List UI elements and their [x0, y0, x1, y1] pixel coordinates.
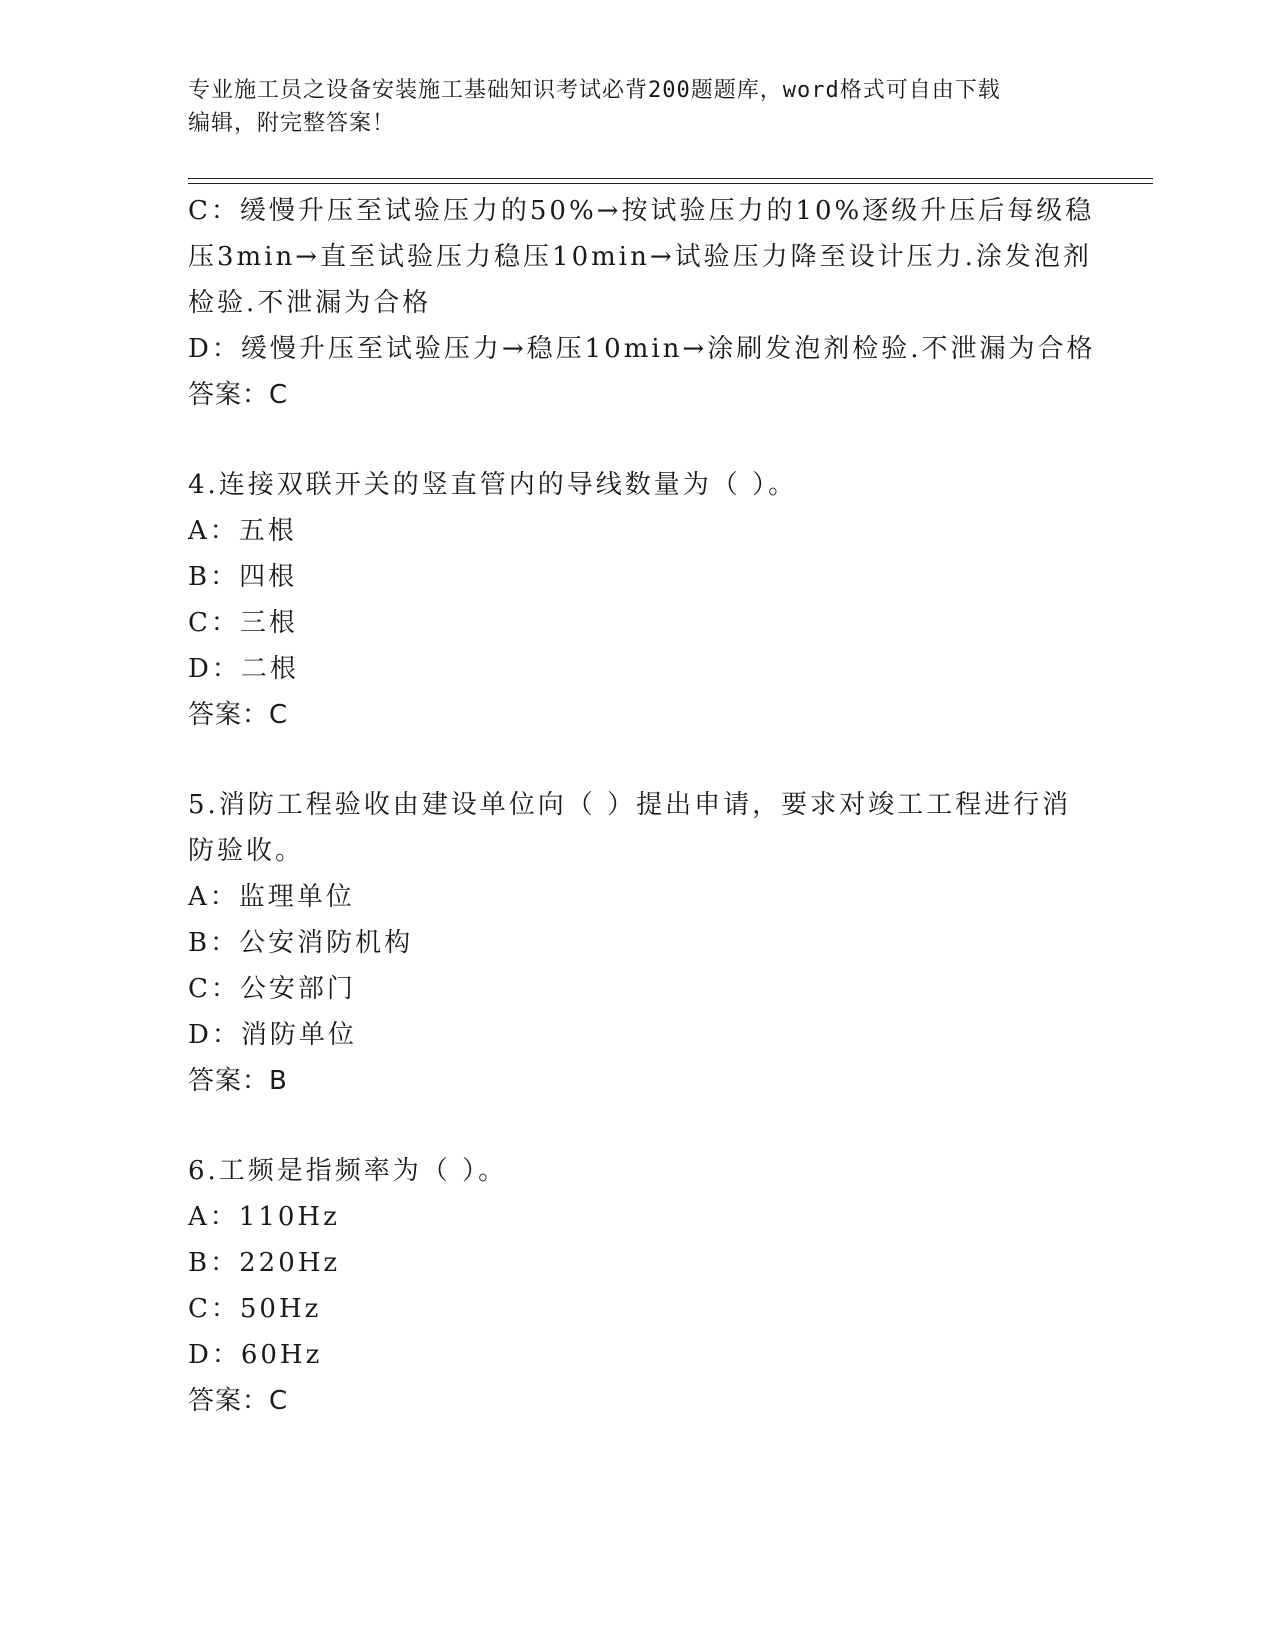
header-divider-top [188, 178, 1153, 179]
question-stem: 6.工频是指频率为（ ）。 [188, 1156, 508, 1186]
option-a: A：监理单位 [188, 882, 355, 912]
fragment-line: 压3min→直至试验压力稳压10min→试验压力降至设计压力.涂发泡剂 [188, 242, 1092, 272]
spacer [188, 738, 1088, 782]
option-a: A：110Hz [188, 1202, 340, 1232]
option-b: B：公安消防机构 [188, 928, 414, 958]
option-d: D：二根 [188, 654, 299, 684]
option-d: D：消防单位 [188, 1020, 357, 1050]
header-line-2: 编辑，附完整答案！ [188, 111, 396, 136]
header-line-1: 专业施工员之设备安装施工基础知识考试必背200题题库，word格式可自由下载 [188, 78, 1001, 103]
spacer [188, 418, 1088, 462]
question-content [188, 188, 1096, 1424]
question-6 [188, 1148, 1088, 1424]
option-a: A：五根 [188, 516, 297, 546]
answer-line: 答案：C [188, 700, 289, 730]
question-stem-continued: 防验收。 [188, 836, 305, 866]
spacer [188, 1104, 1088, 1148]
question-stem: 5.消防工程验收由建设单位向（ ）提出申请，要求对竣工工程进行消 [188, 790, 1072, 820]
answer-line: 答案：B [188, 1066, 288, 1096]
document-header [188, 74, 1068, 140]
answer-line: 答案：C [188, 380, 289, 410]
option-d: D：60Hz [188, 1340, 323, 1370]
fragment-line: D：缓慢升压至试验压力→稳压10min→涂刷发泡剂检验.不泄漏为合格 [188, 334, 1096, 364]
fragment-line: 检验.不泄漏为合格 [188, 288, 432, 318]
header-divider-bottom [188, 183, 1153, 184]
answer-line: 答案：C [188, 1386, 289, 1416]
fragment-line: C：缓慢升压至试验压力的50%→按试验压力的10%逐级升压后每级稳 [188, 196, 1095, 226]
question-stem: 4.连接双联开关的竖直管内的导线数量为（ ）。 [188, 470, 798, 500]
question-5 [188, 782, 1088, 1104]
option-c: C：50Hz [188, 1294, 322, 1324]
question-4 [188, 462, 1088, 738]
option-b: B：220Hz [188, 1248, 341, 1278]
option-c: C：三根 [188, 608, 298, 638]
option-b: B：四根 [188, 562, 298, 592]
question-fragment [188, 188, 1096, 418]
option-c: C：公安部门 [188, 974, 356, 1004]
